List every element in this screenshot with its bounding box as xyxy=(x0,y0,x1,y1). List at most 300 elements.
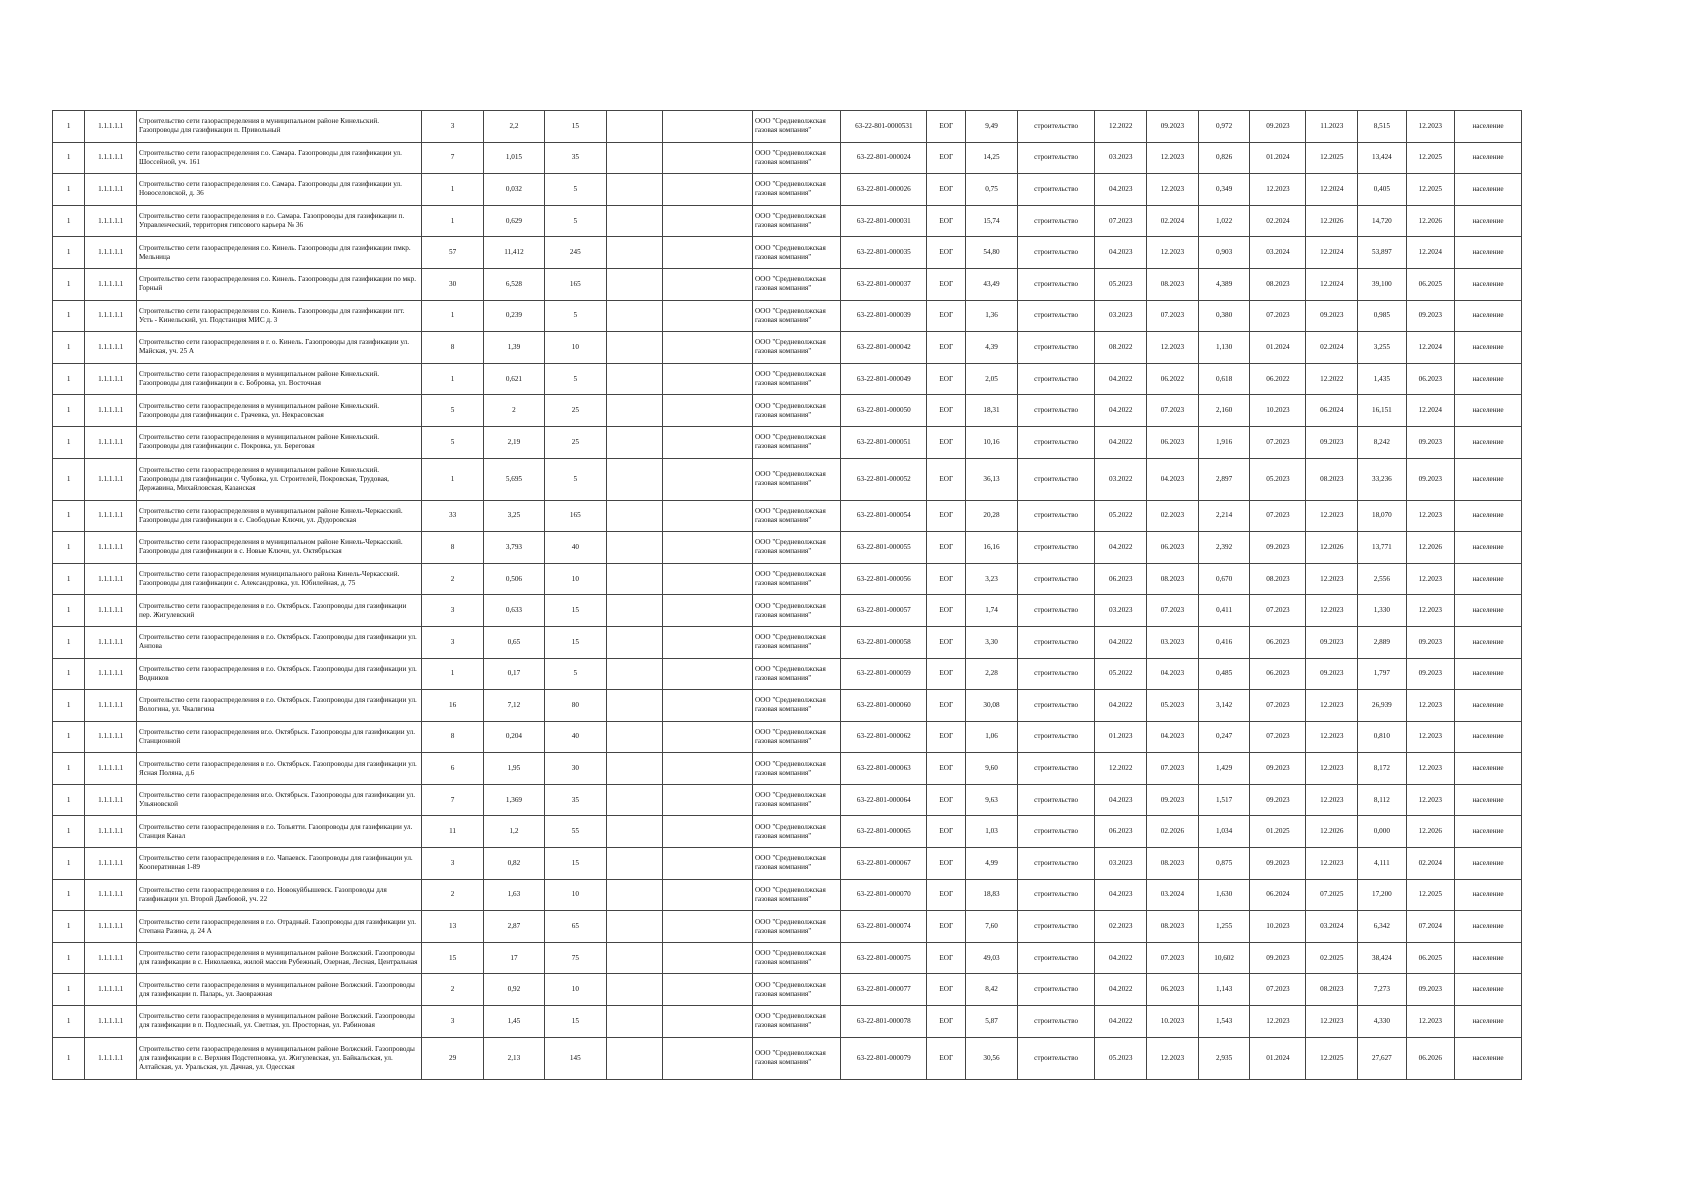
table-cell-reg: 63-22-801-000058 xyxy=(841,626,927,658)
table-cell-c5: 2,19 xyxy=(483,426,544,458)
table-cell-c5: 0,629 xyxy=(483,205,544,237)
table-row xyxy=(53,142,1522,174)
table-cell-kind: строительство xyxy=(1017,942,1095,974)
table-cell-c6: 5 xyxy=(545,658,606,690)
table-row xyxy=(53,753,1522,785)
table-cell-n: 1 xyxy=(53,626,85,658)
table-cell-d5: 12.2023 xyxy=(1406,595,1454,627)
table-cell-c6: 30 xyxy=(545,753,606,785)
table-cell-d1: 04.2022 xyxy=(1095,426,1147,458)
table-cell-v2: 1,517 xyxy=(1198,784,1250,816)
table-cell-d5: 09.2023 xyxy=(1406,626,1454,658)
table-cell-code: 1.1.1.1.1 xyxy=(85,237,137,269)
table-cell-c5: 3,25 xyxy=(483,500,544,532)
table-cell-v3: 4,111 xyxy=(1358,848,1406,880)
table-cell-d3: 09.2023 xyxy=(1250,532,1306,564)
table-cell-c5: 0,17 xyxy=(483,658,544,690)
table-cell-d5: 12.2025 xyxy=(1406,142,1454,174)
table-cell-val: 4,39 xyxy=(966,332,1018,364)
table-cell-val: 4,99 xyxy=(966,848,1018,880)
table-cell-c6: 40 xyxy=(545,721,606,753)
table-cell-type: ЕОГ xyxy=(927,942,966,974)
table-cell-code: 1.1.1.1.1 xyxy=(85,595,137,627)
table-cell-org: ООО "Средневолжская газовая компания" xyxy=(752,332,840,364)
table-cell-d3: 03.2024 xyxy=(1250,237,1306,269)
table-cell-cat: население xyxy=(1455,721,1522,753)
table-cell-d4: 03.2024 xyxy=(1306,911,1358,943)
table-cell-org: ООО "Средневолжская газовая компания" xyxy=(752,848,840,880)
table-cell-d3: 08.2023 xyxy=(1250,563,1306,595)
table-cell-code: 1.1.1.1.1 xyxy=(85,268,137,300)
table-cell-d2: 04.2023 xyxy=(1147,658,1199,690)
table-cell-d2: 07.2023 xyxy=(1147,753,1199,785)
table-row xyxy=(53,626,1522,658)
table-cell-kind: строительство xyxy=(1017,721,1095,753)
table-cell-d3: 07.2023 xyxy=(1250,426,1306,458)
table-cell-desc: Строительство сети газораспределения муниципального района Кинель-Черкасский. Газопроводы для газификации с. Александровка, ул. Юбилейная, д. 75 xyxy=(136,563,421,595)
table-cell-desc: Строительство сети газораспределения в муниципальном районе Волжский. Газопроводы для газификации в п. Подлесный, ул. Светлая, ул. Просторная, ул. Рабиновая xyxy=(136,1006,421,1038)
table-cell-c7 xyxy=(606,658,662,690)
table-cell-c5: 0,621 xyxy=(483,363,544,395)
gas-network-table xyxy=(52,110,1522,1080)
table-cell-d4: 09.2023 xyxy=(1306,626,1358,658)
table-cell-c7 xyxy=(606,942,662,974)
table-cell-v3: 3,255 xyxy=(1358,332,1406,364)
table-cell-n: 1 xyxy=(53,426,85,458)
table-cell-v3: 27,627 xyxy=(1358,1037,1406,1079)
table-cell-d4: 12.2023 xyxy=(1306,595,1358,627)
table-cell-v3: 26,939 xyxy=(1358,690,1406,722)
table-cell-d3: 06.2023 xyxy=(1250,658,1306,690)
table-cell-v2: 2,214 xyxy=(1198,500,1250,532)
table-cell-d5: 09.2023 xyxy=(1406,458,1454,500)
table-cell-n: 1 xyxy=(53,532,85,564)
table-cell-c8 xyxy=(662,395,752,427)
table-cell-c5: 0,204 xyxy=(483,721,544,753)
table-cell-desc: Строительство сети газораспределения в муниципальном районе Кинельский. Газопроводы для газификации с. Покровка, ул. Береговая xyxy=(136,426,421,458)
table-cell-c5: 1,95 xyxy=(483,753,544,785)
table-cell-type: ЕОГ xyxy=(927,532,966,564)
table-cell-val: 0,75 xyxy=(966,174,1018,206)
table-cell-cat: население xyxy=(1455,690,1522,722)
table-cell-desc: Строительство сети газораспределения г.о. Кинель. Газопроводы для газификации пмкр. Мельница xyxy=(136,237,421,269)
table-cell-desc: Строительство сети газораспределения в г.о. Октябрьск. Газопроводы для газификации пер. Жигулевский xyxy=(136,595,421,627)
table-cell-d4: 12.2023 xyxy=(1306,563,1358,595)
table-cell-c4: 1 xyxy=(422,458,483,500)
table-cell-d4: 12.2024 xyxy=(1306,174,1358,206)
table-cell-c7 xyxy=(606,205,662,237)
table-cell-val: 16,16 xyxy=(966,532,1018,564)
table-cell-d5: 12.2023 xyxy=(1406,753,1454,785)
table-cell-d5: 06.2023 xyxy=(1406,363,1454,395)
table-row xyxy=(53,237,1522,269)
table-cell-c7 xyxy=(606,879,662,911)
table-cell-v2: 1,022 xyxy=(1198,205,1250,237)
table-cell-d3: 06.2023 xyxy=(1250,626,1306,658)
table-cell-c6: 75 xyxy=(545,942,606,974)
table-cell-c7 xyxy=(606,690,662,722)
table-cell-reg: 63-22-801-000055 xyxy=(841,532,927,564)
table-cell-kind: строительство xyxy=(1017,784,1095,816)
table-cell-v3: 8,242 xyxy=(1358,426,1406,458)
table-cell-desc: Строительство сети газораспределения в муниципальном районе Волжский. Газопроводы для газификации в с. Николаевка, жилой массив Рубежный, Озерная, Лесная, Центральная xyxy=(136,942,421,974)
table-cell-d5: 09.2023 xyxy=(1406,658,1454,690)
table-cell-n: 1 xyxy=(53,500,85,532)
table-cell-d5: 06.2025 xyxy=(1406,942,1454,974)
table-cell-code: 1.1.1.1.1 xyxy=(85,532,137,564)
table-cell-n: 1 xyxy=(53,1037,85,1079)
table-cell-c8 xyxy=(662,111,752,143)
table-cell-d5: 12.2026 xyxy=(1406,816,1454,848)
table-row xyxy=(53,268,1522,300)
table-cell-code: 1.1.1.1.1 xyxy=(85,174,137,206)
table-cell-c4: 3 xyxy=(422,1006,483,1038)
table-cell-d2: 03.2023 xyxy=(1147,626,1199,658)
table-cell-c8 xyxy=(662,563,752,595)
table-cell-v2: 2,897 xyxy=(1198,458,1250,500)
table-row xyxy=(53,690,1522,722)
table-cell-n: 1 xyxy=(53,658,85,690)
table-cell-n: 1 xyxy=(53,458,85,500)
table-cell-c8 xyxy=(662,848,752,880)
table-cell-code: 1.1.1.1.1 xyxy=(85,205,137,237)
table-cell-d2: 12.2023 xyxy=(1147,332,1199,364)
table-cell-val: 7,60 xyxy=(966,911,1018,943)
table-cell-d5: 12.2024 xyxy=(1406,395,1454,427)
table-cell-c7 xyxy=(606,753,662,785)
table-cell-reg: 63-22-801-000050 xyxy=(841,395,927,427)
table-cell-d4: 08.2023 xyxy=(1306,458,1358,500)
table-cell-n: 1 xyxy=(53,205,85,237)
table-cell-v2: 1,034 xyxy=(1198,816,1250,848)
table-cell-d4: 09.2023 xyxy=(1306,658,1358,690)
table-cell-reg: 63-22-801-000062 xyxy=(841,721,927,753)
table-cell-c6: 5 xyxy=(545,300,606,332)
table-cell-code: 1.1.1.1.1 xyxy=(85,942,137,974)
table-cell-d1: 01.2023 xyxy=(1095,721,1147,753)
table-cell-c6: 15 xyxy=(545,111,606,143)
table-cell-reg: 63-22-801-000060 xyxy=(841,690,927,722)
table-cell-d1: 05.2023 xyxy=(1095,268,1147,300)
table-cell-d3: 07.2023 xyxy=(1250,300,1306,332)
table-cell-c5: 0,82 xyxy=(483,848,544,880)
table-cell-cat: население xyxy=(1455,942,1522,974)
table-cell-d1: 04.2022 xyxy=(1095,942,1147,974)
table-cell-d5: 06.2025 xyxy=(1406,268,1454,300)
table-cell-c4: 30 xyxy=(422,268,483,300)
table-cell-code: 1.1.1.1.1 xyxy=(85,142,137,174)
table-cell-code: 1.1.1.1.1 xyxy=(85,879,137,911)
table-cell-c6: 65 xyxy=(545,911,606,943)
table-cell-d3: 07.2023 xyxy=(1250,595,1306,627)
table-cell-cat: население xyxy=(1455,595,1522,627)
table-cell-org: ООО "Средневолжская газовая компания" xyxy=(752,595,840,627)
table-cell-desc: Строительство сети газораспределения в муниципальном районе Волжский. Газопроводы для газификации п. Паларь, ул. Заовражная xyxy=(136,974,421,1006)
table-cell-val: 30,56 xyxy=(966,1037,1018,1079)
table-cell-d2: 07.2023 xyxy=(1147,300,1199,332)
table-cell-type: ЕОГ xyxy=(927,690,966,722)
table-cell-org: ООО "Средневолжская газовая компания" xyxy=(752,500,840,532)
table-cell-v2: 0,972 xyxy=(1198,111,1250,143)
table-cell-c5: 11,412 xyxy=(483,237,544,269)
table-cell-type: ЕОГ xyxy=(927,595,966,627)
table-cell-type: ЕОГ xyxy=(927,974,966,1006)
table-cell-c8 xyxy=(662,205,752,237)
table-cell-code: 1.1.1.1.1 xyxy=(85,848,137,880)
table-cell-c5: 0,032 xyxy=(483,174,544,206)
table-cell-code: 1.1.1.1.1 xyxy=(85,690,137,722)
table-cell-org: ООО "Средневолжская газовая компания" xyxy=(752,690,840,722)
table-cell-cat: население xyxy=(1455,563,1522,595)
table-cell-reg: 63-22-801-000059 xyxy=(841,658,927,690)
table-cell-val: 1,03 xyxy=(966,816,1018,848)
table-cell-d5: 12.2023 xyxy=(1406,111,1454,143)
table-cell-n: 1 xyxy=(53,784,85,816)
table-cell-c8 xyxy=(662,458,752,500)
table-cell-kind: строительство xyxy=(1017,395,1095,427)
table-cell-code: 1.1.1.1.1 xyxy=(85,721,137,753)
table-cell-d3: 10.2023 xyxy=(1250,395,1306,427)
table-cell-c4: 33 xyxy=(422,500,483,532)
table-cell-org: ООО "Средневолжская газовая компания" xyxy=(752,174,840,206)
table-cell-d2: 08.2023 xyxy=(1147,848,1199,880)
table-cell-c8 xyxy=(662,237,752,269)
table-cell-code: 1.1.1.1.1 xyxy=(85,816,137,848)
table-cell-val: 20,28 xyxy=(966,500,1018,532)
table-body xyxy=(53,111,1522,1080)
table-cell-type: ЕОГ xyxy=(927,1006,966,1038)
table-cell-c8 xyxy=(662,690,752,722)
table-cell-code: 1.1.1.1.1 xyxy=(85,753,137,785)
table-cell-d3: 06.2022 xyxy=(1250,363,1306,395)
table-cell-type: ЕОГ xyxy=(927,816,966,848)
table-cell-reg: 63-22-801-000024 xyxy=(841,142,927,174)
table-row xyxy=(53,595,1522,627)
table-cell-n: 1 xyxy=(53,848,85,880)
table-cell-v3: 39,100 xyxy=(1358,268,1406,300)
table-cell-v3: 4,330 xyxy=(1358,1006,1406,1038)
table-cell-d2: 02.2023 xyxy=(1147,500,1199,532)
table-cell-c4: 2 xyxy=(422,879,483,911)
table-row xyxy=(53,363,1522,395)
table-cell-v2: 1,543 xyxy=(1198,1006,1250,1038)
table-cell-d4: 06.2024 xyxy=(1306,395,1358,427)
table-cell-reg: 63-22-801-000049 xyxy=(841,363,927,395)
table-cell-c8 xyxy=(662,784,752,816)
table-cell-type: ЕОГ xyxy=(927,111,966,143)
table-cell-kind: строительство xyxy=(1017,332,1095,364)
table-cell-type: ЕОГ xyxy=(927,879,966,911)
table-cell-d2: 12.2023 xyxy=(1147,142,1199,174)
table-cell-org: ООО "Средневолжская газовая компания" xyxy=(752,1006,840,1038)
table-cell-d4: 09.2023 xyxy=(1306,300,1358,332)
table-cell-c6: 35 xyxy=(545,142,606,174)
table-cell-code: 1.1.1.1.1 xyxy=(85,911,137,943)
table-cell-c7 xyxy=(606,974,662,1006)
table-cell-c6: 145 xyxy=(545,1037,606,1079)
table-cell-c5: 6,528 xyxy=(483,268,544,300)
table-cell-d2: 06.2023 xyxy=(1147,532,1199,564)
table-cell-v3: 16,151 xyxy=(1358,395,1406,427)
table-cell-code: 1.1.1.1.1 xyxy=(85,974,137,1006)
table-cell-reg: 63-22-801-000035 xyxy=(841,237,927,269)
table-cell-n: 1 xyxy=(53,942,85,974)
table-cell-d1: 08.2022 xyxy=(1095,332,1147,364)
table-cell-c6: 25 xyxy=(545,426,606,458)
table-cell-cat: население xyxy=(1455,174,1522,206)
table-cell-d2: 12.2023 xyxy=(1147,237,1199,269)
table-cell-d2: 09.2023 xyxy=(1147,111,1199,143)
table-cell-v3: 53,897 xyxy=(1358,237,1406,269)
table-cell-d2: 08.2023 xyxy=(1147,268,1199,300)
table-cell-c5: 5,695 xyxy=(483,458,544,500)
table-cell-c4: 1 xyxy=(422,658,483,690)
table-cell-v3: 0,000 xyxy=(1358,816,1406,848)
table-cell-code: 1.1.1.1.1 xyxy=(85,500,137,532)
table-row xyxy=(53,458,1522,500)
table-cell-n: 1 xyxy=(53,911,85,943)
table-cell-n: 1 xyxy=(53,395,85,427)
table-cell-cat: население xyxy=(1455,237,1522,269)
table-cell-d1: 12.2022 xyxy=(1095,753,1147,785)
table-cell-val: 18,31 xyxy=(966,395,1018,427)
table-cell-c4: 2 xyxy=(422,974,483,1006)
table-cell-d2: 04.2023 xyxy=(1147,458,1199,500)
table-cell-cat: население xyxy=(1455,205,1522,237)
table-cell-v3: 2,889 xyxy=(1358,626,1406,658)
table-row xyxy=(53,426,1522,458)
table-cell-desc: Строительство сети газораспределения г.о. Кинель. Газопроводы для газификации по мкр. Горный xyxy=(136,268,421,300)
table-cell-d3: 01.2024 xyxy=(1250,332,1306,364)
table-cell-c8 xyxy=(662,595,752,627)
table-cell-cat: население xyxy=(1455,532,1522,564)
table-cell-c7 xyxy=(606,721,662,753)
table-cell-type: ЕОГ xyxy=(927,458,966,500)
table-cell-c7 xyxy=(606,1037,662,1079)
table-cell-c4: 3 xyxy=(422,848,483,880)
table-cell-org: ООО "Средневолжская газовая компания" xyxy=(752,816,840,848)
table-cell-org: ООО "Средневолжская газовая компания" xyxy=(752,721,840,753)
table-cell-kind: строительство xyxy=(1017,500,1095,532)
table-row xyxy=(53,816,1522,848)
table-cell-n: 1 xyxy=(53,332,85,364)
table-cell-desc: Строительство сети газораспределения в г. о. Кинель. Газопроводы для газификации ул. Майская, уч. 25 А xyxy=(136,332,421,364)
table-cell-c4: 57 xyxy=(422,237,483,269)
table-cell-d1: 12.2022 xyxy=(1095,111,1147,143)
table-cell-d2: 06.2022 xyxy=(1147,363,1199,395)
table-cell-v3: 0,985 xyxy=(1358,300,1406,332)
table-cell-reg: 63-22-801-000039 xyxy=(841,300,927,332)
document-sheet xyxy=(52,110,1522,1080)
table-cell-c6: 25 xyxy=(545,395,606,427)
table-cell-c8 xyxy=(662,942,752,974)
table-cell-cat: население xyxy=(1455,426,1522,458)
table-cell-code: 1.1.1.1.1 xyxy=(85,111,137,143)
table-cell-desc: Строительство сети газораспределения в г.о. Октябрьск. Газопроводы для газификации ул. Анпова xyxy=(136,626,421,658)
table-cell-d1: 06.2023 xyxy=(1095,563,1147,595)
table-cell-v2: 0,247 xyxy=(1198,721,1250,753)
table-cell-type: ЕОГ xyxy=(927,658,966,690)
table-cell-cat: население xyxy=(1455,300,1522,332)
table-cell-n: 1 xyxy=(53,879,85,911)
table-cell-c8 xyxy=(662,500,752,532)
table-cell-desc: Строительство сети газораспределения в муниципальном районе Кинельский. Газопроводы для газификации с. Чубовка, ул. Строителей, Покровская, Трудовая, Державина, Михайловская, Казанская xyxy=(136,458,421,500)
table-cell-desc: Строительство сети газораспределения в г.о. Октябрьск. Газопроводы для газификации ул. Ясная Поляна, д.6 xyxy=(136,753,421,785)
table-cell-d4: 02.2025 xyxy=(1306,942,1358,974)
table-cell-n: 1 xyxy=(53,974,85,1006)
table-cell-c6: 15 xyxy=(545,848,606,880)
table-cell-d3: 09.2023 xyxy=(1250,784,1306,816)
table-cell-d2: 07.2023 xyxy=(1147,942,1199,974)
table-cell-kind: строительство xyxy=(1017,458,1095,500)
table-cell-reg: 63-22-801-000051 xyxy=(841,426,927,458)
table-cell-c5: 0,506 xyxy=(483,563,544,595)
table-cell-n: 1 xyxy=(53,363,85,395)
table-cell-cat: население xyxy=(1455,363,1522,395)
table-cell-c7 xyxy=(606,300,662,332)
table-cell-cat: население xyxy=(1455,395,1522,427)
table-cell-c8 xyxy=(662,721,752,753)
table-cell-c7 xyxy=(606,626,662,658)
table-cell-n: 1 xyxy=(53,111,85,143)
table-cell-reg: 63-22-801-000074 xyxy=(841,911,927,943)
table-cell-cat: население xyxy=(1455,879,1522,911)
table-cell-d5: 06.2026 xyxy=(1406,1037,1454,1079)
table-cell-code: 1.1.1.1.1 xyxy=(85,363,137,395)
table-cell-code: 1.1.1.1.1 xyxy=(85,458,137,500)
table-cell-d4: 12.2026 xyxy=(1306,816,1358,848)
table-cell-c4: 1 xyxy=(422,300,483,332)
table-cell-c4: 16 xyxy=(422,690,483,722)
table-cell-c8 xyxy=(662,879,752,911)
table-cell-c7 xyxy=(606,784,662,816)
table-cell-desc: Строительство сети газораспределения г.о. Самара. Газопроводы для газификации ул. Шоссейной, уч. 161 xyxy=(136,142,421,174)
table-cell-d3: 07.2023 xyxy=(1250,721,1306,753)
table-cell-kind: строительство xyxy=(1017,848,1095,880)
table-cell-v2: 1,630 xyxy=(1198,879,1250,911)
table-cell-d3: 12.2023 xyxy=(1250,174,1306,206)
table-cell-kind: строительство xyxy=(1017,142,1095,174)
table-cell-type: ЕОГ xyxy=(927,205,966,237)
table-cell-d3: 09.2023 xyxy=(1250,111,1306,143)
table-cell-d5: 12.2025 xyxy=(1406,174,1454,206)
table-cell-kind: строительство xyxy=(1017,237,1095,269)
table-cell-d4: 12.2025 xyxy=(1306,142,1358,174)
table-cell-d5: 12.2023 xyxy=(1406,1006,1454,1038)
table-cell-kind: строительство xyxy=(1017,205,1095,237)
table-cell-n: 1 xyxy=(53,721,85,753)
table-cell-val: 14,25 xyxy=(966,142,1018,174)
table-cell-c7 xyxy=(606,142,662,174)
table-row xyxy=(53,300,1522,332)
table-cell-d2: 04.2023 xyxy=(1147,721,1199,753)
table-cell-kind: строительство xyxy=(1017,300,1095,332)
table-cell-org: ООО "Средневолжская газовая компания" xyxy=(752,532,840,564)
table-cell-c6: 10 xyxy=(545,974,606,1006)
table-cell-org: ООО "Средневолжская газовая компания" xyxy=(752,268,840,300)
table-cell-d5: 12.2023 xyxy=(1406,690,1454,722)
table-cell-c8 xyxy=(662,300,752,332)
table-cell-c4: 1 xyxy=(422,174,483,206)
table-cell-c5: 0,633 xyxy=(483,595,544,627)
table-cell-kind: строительство xyxy=(1017,532,1095,564)
table-cell-d2: 10.2023 xyxy=(1147,1006,1199,1038)
table-cell-reg: 63-22-801-000064 xyxy=(841,784,927,816)
table-cell-d4: 12.2023 xyxy=(1306,848,1358,880)
table-cell-val: 9,63 xyxy=(966,784,1018,816)
table-cell-org: ООО "Средневолжская газовая компания" xyxy=(752,300,840,332)
table-cell-org: ООО "Средневолжская газовая компания" xyxy=(752,426,840,458)
